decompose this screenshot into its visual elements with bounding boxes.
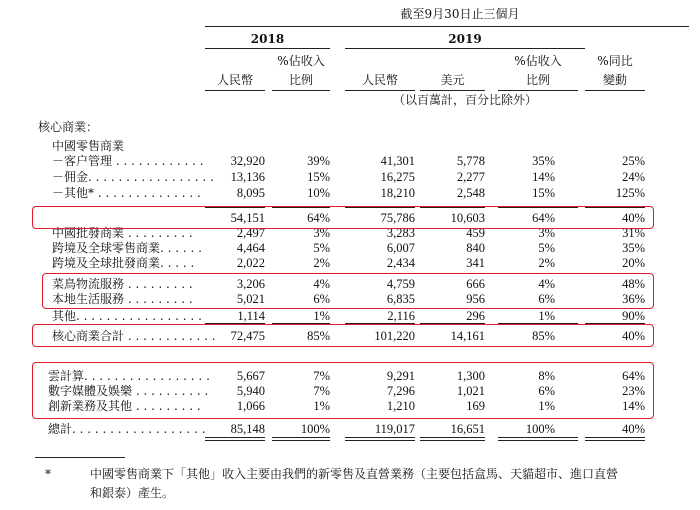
cell-pct19: 1%	[538, 309, 555, 323]
cell-pct18: 2%	[313, 256, 330, 270]
total-double-rule	[420, 440, 485, 441]
col-pct-2018-l1: %佔收入	[277, 54, 325, 68]
cell-rmb18: 1,114	[237, 309, 265, 323]
row-label: 雲計算. . . . . . . . . . . . . . . . .	[48, 369, 210, 383]
row-label: 跨境及全球批發商業. . . . .	[52, 256, 195, 270]
total-double-rule	[498, 440, 578, 441]
col-usd-2019: 美元	[440, 73, 465, 87]
cell-pct19: 35%	[532, 154, 555, 168]
unit-note: （以百萬計，百分比除外）	[392, 93, 537, 107]
cell-rmb18: 2,022	[236, 256, 265, 270]
total-double-rule	[345, 440, 415, 441]
year-2019: 2019	[448, 32, 482, 46]
row-label: －其他* . . . . . . . . . . . . . .	[52, 186, 201, 200]
cell-rmb19: 7,296	[386, 384, 415, 398]
cell-rmb18: 13,136	[230, 170, 265, 184]
col-pct-2019-l2: 比例	[525, 73, 550, 87]
row-label: 核心商業合計 . . . . . . . . . . . .	[52, 329, 216, 343]
col-rmb-2019: 人民幣	[361, 73, 398, 87]
cell-rmb19: 2,116	[387, 309, 415, 323]
footnote-line1: 中國零售商業下「其他」收入主要由我們的新零售及直營業務（主要包括盒馬、天貓超市、進口直營	[90, 467, 619, 481]
cell-usd19: 169	[466, 399, 485, 413]
total-double-rule	[498, 437, 578, 438]
highlight-box-retail-subtotal	[32, 206, 654, 229]
cell-yoy: 23%	[622, 384, 645, 398]
col-rule-usd19	[420, 90, 485, 91]
cell-pct18: 6%	[313, 292, 330, 306]
cell-pct19: 15%	[532, 186, 555, 200]
cell-pct18: 15%	[307, 170, 330, 184]
footnote-rule	[35, 457, 125, 458]
row-label: 核心商業：	[38, 120, 99, 134]
cell-rmb19: 6,835	[386, 292, 415, 306]
cell-pct18: 64%	[307, 211, 330, 225]
cell-rmb18: 3,206	[236, 277, 265, 291]
row-label: 本地生活服務 . . . . . . . . .	[52, 292, 193, 306]
total-double-rule	[420, 437, 485, 438]
cell-pct18: 3%	[313, 226, 330, 240]
cell-rmb18: 5,667	[236, 369, 265, 383]
col-rule-rmb18	[205, 90, 265, 91]
cell-pct18: 85%	[307, 329, 330, 343]
cell-pct19: 6%	[538, 384, 555, 398]
cell-yoy: 36%	[622, 292, 645, 306]
row-label: 跨境及全球零售商業. . . . . .	[52, 241, 202, 255]
cell-pct19: 100%	[525, 422, 555, 436]
cell-pct18: 5%	[313, 241, 330, 255]
cell-rmb18: 54,151	[230, 211, 265, 225]
cell-rmb19: 6,007	[386, 241, 415, 255]
highlight-box-other-segments	[32, 362, 654, 419]
cell-yoy: 20%	[622, 256, 645, 270]
cell-pct19: 4%	[538, 277, 555, 291]
cell-usd19: 14,161	[450, 329, 485, 343]
row-label: 創新業務及其他 . . . . . . . . .	[48, 399, 201, 413]
row-label: 中國零售商業	[52, 139, 125, 153]
cell-rmb18: 4,464	[236, 241, 265, 255]
period-header: 截至9月30日止三個月	[400, 7, 520, 21]
cell-rmb19: 4,759	[386, 277, 415, 291]
cell-usd19: 5,778	[456, 154, 485, 168]
cell-usd19: 296	[466, 309, 485, 323]
cell-rmb18: 85,148	[230, 422, 265, 436]
total-double-rule	[585, 440, 645, 441]
cell-usd19: 840	[466, 241, 485, 255]
row-label: 總計. . . . . . . . . . . . . . . . . .	[48, 422, 206, 436]
cell-pct19: 1%	[538, 399, 555, 413]
col-rule-pct18	[272, 90, 330, 91]
cell-usd19: 341	[466, 256, 485, 270]
cell-rmb19: 16,275	[380, 170, 415, 184]
cell-usd19: 2,277	[456, 170, 485, 184]
cell-rmb18: 72,475	[230, 329, 265, 343]
cell-yoy: 35%	[622, 241, 645, 255]
total-double-rule	[345, 437, 415, 438]
cell-rmb19: 9,291	[386, 369, 415, 383]
cell-rmb18: 5,021	[236, 292, 265, 306]
col-pct-2019-l1: %佔收入	[514, 54, 562, 68]
cell-pct19: 3%	[538, 226, 555, 240]
footnote-line2: 和銀泰）產生。	[90, 486, 175, 500]
cell-pct19: 8%	[538, 369, 555, 383]
cell-pct18: 100%	[300, 422, 330, 436]
cell-rmb19: 2,434	[386, 256, 415, 270]
cell-usd19: 459	[466, 226, 485, 240]
total-double-rule	[205, 440, 265, 441]
total-double-rule	[272, 440, 330, 441]
col-rmb-2018: 人民幣	[216, 73, 253, 87]
cell-pct18: 7%	[313, 384, 330, 398]
cell-yoy: 40%	[622, 211, 645, 225]
cell-rmb18: 1,066	[236, 399, 265, 413]
cell-pct19: 2%	[538, 256, 555, 270]
total-double-rule	[585, 437, 645, 438]
cell-pct18: 7%	[313, 369, 330, 383]
cell-pct19: 6%	[538, 292, 555, 306]
cell-yoy: 64%	[622, 369, 645, 383]
col-rule-yoy	[585, 90, 645, 91]
col-yoy-l1: %同比	[597, 54, 633, 68]
cell-pct19: 5%	[538, 241, 555, 255]
cell-yoy: 31%	[622, 226, 645, 240]
cell-usd19: 1,300	[456, 369, 485, 383]
cell-rmb19: 101,220	[374, 329, 415, 343]
row-label: －客户管理 . . . . . . . . . . . .	[52, 154, 204, 168]
cell-rmb19: 1,210	[386, 399, 415, 413]
cell-yoy: 90%	[622, 309, 645, 323]
cell-usd19: 666	[466, 277, 485, 291]
cell-usd19: 1,021	[456, 384, 485, 398]
cell-yoy: 48%	[622, 277, 645, 291]
row-label: 中國批發商業 . . . . . . . . .	[52, 226, 193, 240]
cell-pct18: 10%	[307, 186, 330, 200]
year-2018: 2018	[250, 32, 285, 46]
cell-rmb18: 8,095	[236, 186, 265, 200]
cell-rmb19: 119,017	[374, 422, 415, 436]
row-label: 菜鳥物流服務 . . . . . . . . .	[52, 277, 193, 291]
cell-rmb18: 2,497	[236, 226, 265, 240]
cell-rmb19: 75,786	[380, 211, 415, 225]
col-rule-pct19	[498, 90, 578, 91]
cell-pct19: 64%	[532, 211, 555, 225]
cell-rmb18: 32,920	[230, 154, 265, 168]
cell-yoy: 24%	[622, 170, 645, 184]
row-label: －佣金. . . . . . . . . . . . . . . . .	[52, 170, 214, 184]
period-rule	[205, 26, 689, 27]
cell-pct18: 1%	[313, 399, 330, 413]
cell-rmb19: 3,283	[386, 226, 415, 240]
year-2018-rule	[205, 48, 330, 49]
cell-rmb19: 18,210	[380, 186, 415, 200]
cell-yoy: 40%	[622, 422, 645, 436]
col-rule-rmb19	[345, 90, 415, 91]
highlight-box-cainiao-local	[42, 273, 654, 309]
cell-yoy: 125%	[615, 186, 645, 200]
cell-rmb19: 41,301	[380, 154, 415, 168]
cell-yoy: 40%	[622, 329, 645, 343]
cell-pct19: 85%	[532, 329, 555, 343]
total-double-rule	[205, 437, 265, 438]
row-label: 數字媒體及娛樂 . . . . . . . . . .	[48, 384, 209, 398]
cell-pct18: 39%	[307, 154, 330, 168]
cell-usd19: 2,548	[456, 186, 485, 200]
cell-rmb18: 5,940	[236, 384, 265, 398]
col-pct-2018-l2: 比例	[288, 73, 313, 87]
total-double-rule	[272, 437, 330, 438]
cell-pct19: 14%	[532, 170, 555, 184]
cell-usd19: 16,651	[450, 422, 485, 436]
cell-pct18: 4%	[313, 277, 330, 291]
col-yoy-l2: 變動	[602, 73, 627, 87]
cell-yoy: 25%	[622, 154, 645, 168]
year-2019-rule	[345, 48, 585, 49]
row-label: 其他. . . . . . . . . . . . . . . . .	[52, 309, 202, 323]
cell-yoy: 14%	[622, 399, 645, 413]
footnote-mark: *	[45, 467, 51, 481]
cell-usd19: 10,603	[450, 211, 485, 225]
cell-pct18: 1%	[313, 309, 330, 323]
cell-usd19: 956	[466, 292, 485, 306]
highlight-box-core-total	[32, 324, 654, 347]
